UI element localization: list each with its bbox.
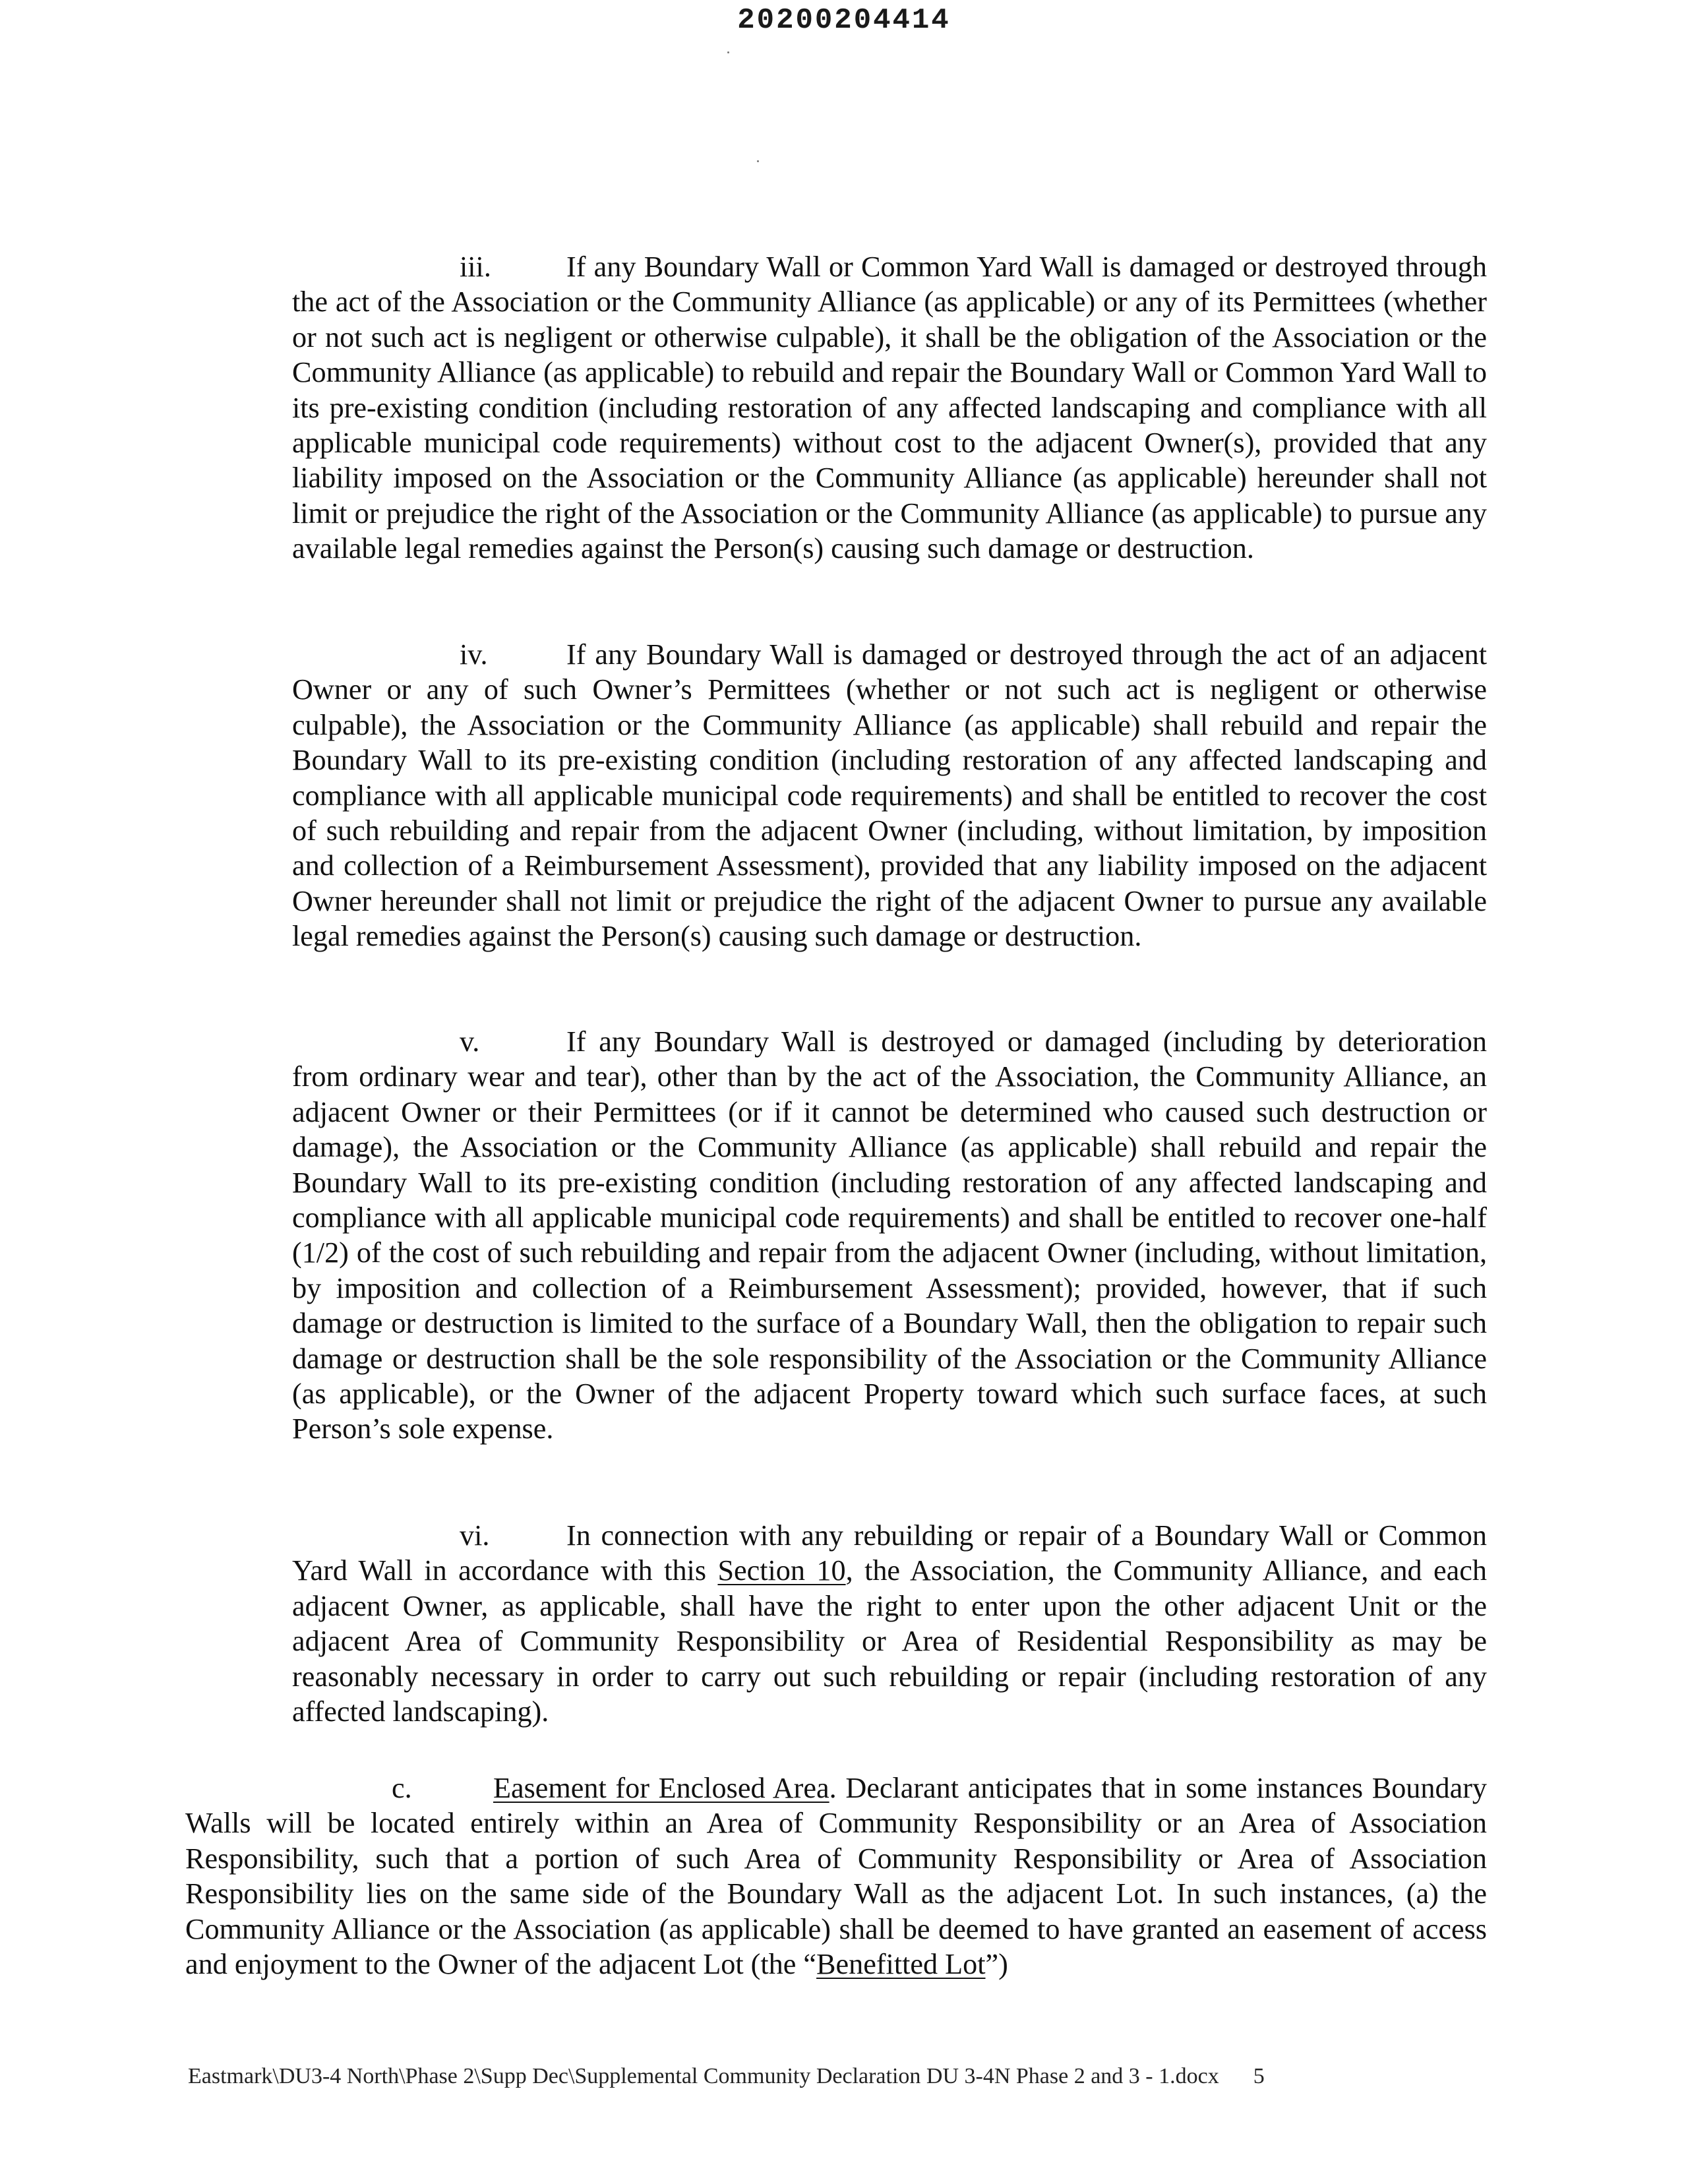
- paragraph-iv: [292, 637, 1487, 954]
- paragraph-c: [185, 1771, 1487, 1982]
- scan-speck: [727, 51, 729, 53]
- paragraph-text: , the Association, the Community Alliance, and each adjacent Owner, as applicable, shall have the right to enter upon the other adjacent Unit or the adjacent Area of Community Responsibility or Area of Residential Responsibility as may be reasonably necessary in order to carry out such rebuilding or repair (including restoration of any affected landscaping).: [292, 1554, 1487, 1728]
- paragraph-iii: [292, 249, 1487, 566]
- paragraph-vi: [292, 1518, 1487, 1729]
- page-footer: [188, 2064, 1265, 2089]
- paragraph-number: vi.: [460, 1519, 490, 1552]
- paragraph-number: iii.: [460, 251, 491, 283]
- document-number: 20200204414: [737, 4, 951, 37]
- paragraph-text: ”): [985, 1948, 1008, 1981]
- section-heading: Easement for Enclosed Area: [493, 1772, 829, 1804]
- paragraph-text: . Declarant anticipates that in some instances Boundary Walls will be located entirely within an Area of Community Responsibility or an Area of Association Responsibility, such that a portion of such Area of Community Responsibility or Area of Association Responsibility lies on the same side of the Boundary Wall as the adjacent Lot. In such instances, (a) the Community Alliance or the Association (as applicable) shall be deemed to have granted an easement of access and enjoyment to the Owner of the adjacent Lot (the “: [185, 1772, 1488, 1981]
- paragraph-text: If any Boundary Wall or Common Yard Wall is damaged or destroyed through the act of the Association or the Community Alliance (as applicable) or any of its Permittees (whether or not such act is negligent or otherwise culpable), it shall be the obligation of the Association or the Community Alliance (as applicable) to rebuild and repair the Boundary Wall or Common Yard Wall to its pre-existing condition (including restoration of any affected landscaping and compliance with all applicable municipal code requirements) without cost to the adjacent Owner(s), provided that any liability imposed on the Association or the Community Alliance (as applicable) hereunder shall not limit or prejudice the right of the Association or the Community Alliance (as applicable) to pursue any available legal remedies against the Person(s) causing such damage or destruction.: [292, 251, 1487, 565]
- defined-term: Benefitted Lot: [816, 1948, 986, 1981]
- paragraph-text: If any Boundary Wall is damaged or destroyed through the act of an adjacent Owner or any of such Owner’s Permittees (whether or not such act is negligent or otherwise culpable), the Association or the Community Alliance (as applicable) shall rebuild and repair the Boundary Wall to its pre-existing condition (including restoration of any affected landscaping and compliance with all applicable municipal code requirements) and shall be entitled to recover the cost of such rebuilding and repair from the adjacent Owner (including, without limitation, by imposition and collection of a Reimbursement Assessment), provided that any liability imposed on the adjacent Owner hereunder shall not limit or prejudice the right of the adjacent Owner to pursue any available legal remedies against the Person(s) causing such damage or destruction.: [292, 638, 1487, 953]
- paragraph-number: iv.: [460, 638, 488, 671]
- section-reference-link: Section 10: [717, 1554, 846, 1587]
- paragraph-number: v.: [460, 1025, 480, 1058]
- page-number: 5: [1253, 2064, 1265, 2088]
- paragraph-number: c.: [392, 1772, 412, 1804]
- footer-file-path: Eastmark\DU3-4 North\Phase 2\Supp Dec\Supplemental Community Declaration DU 3-4N Phase 2 and 3 - 1.docx: [188, 2064, 1219, 2088]
- paragraph-v: [292, 1024, 1487, 1447]
- scan-speck: [757, 160, 759, 162]
- paragraph-text: In connection with any rebuilding or repair of a Boundary Wall or Common Yard Wall in accordance with this: [292, 1519, 1487, 1587]
- paragraph-text: If any Boundary Wall is destroyed or damaged (including by deterioration from ordinary wear and tear), other than by the act of the Association, the Community Alliance, an adjacent Owner or their Permittees (or if it cannot be determined who caused such destruction or damage), the Association or the Community Alliance (as applicable) shall rebuild and repair the Boundary Wall to its pre-existing condition (including restoration of any affected landscaping and compliance with all applicable municipal code requirements) and shall be entitled to recover one-half (1/2) of the cost of such rebuilding and repair from the adjacent Owner (including, without limitation, by imposition and collection of a Reimbursement Assessment); provided, however, that if such damage or destruction is limited to the surface of a Boundary Wall, then the obligation to repair such damage or destruction shall be the sole responsibility of the Association or the Community Alliance (as applicable), or the Owner of the adjacent Property toward which such surface faces, at such Person’s sole expense.: [292, 1025, 1487, 1445]
